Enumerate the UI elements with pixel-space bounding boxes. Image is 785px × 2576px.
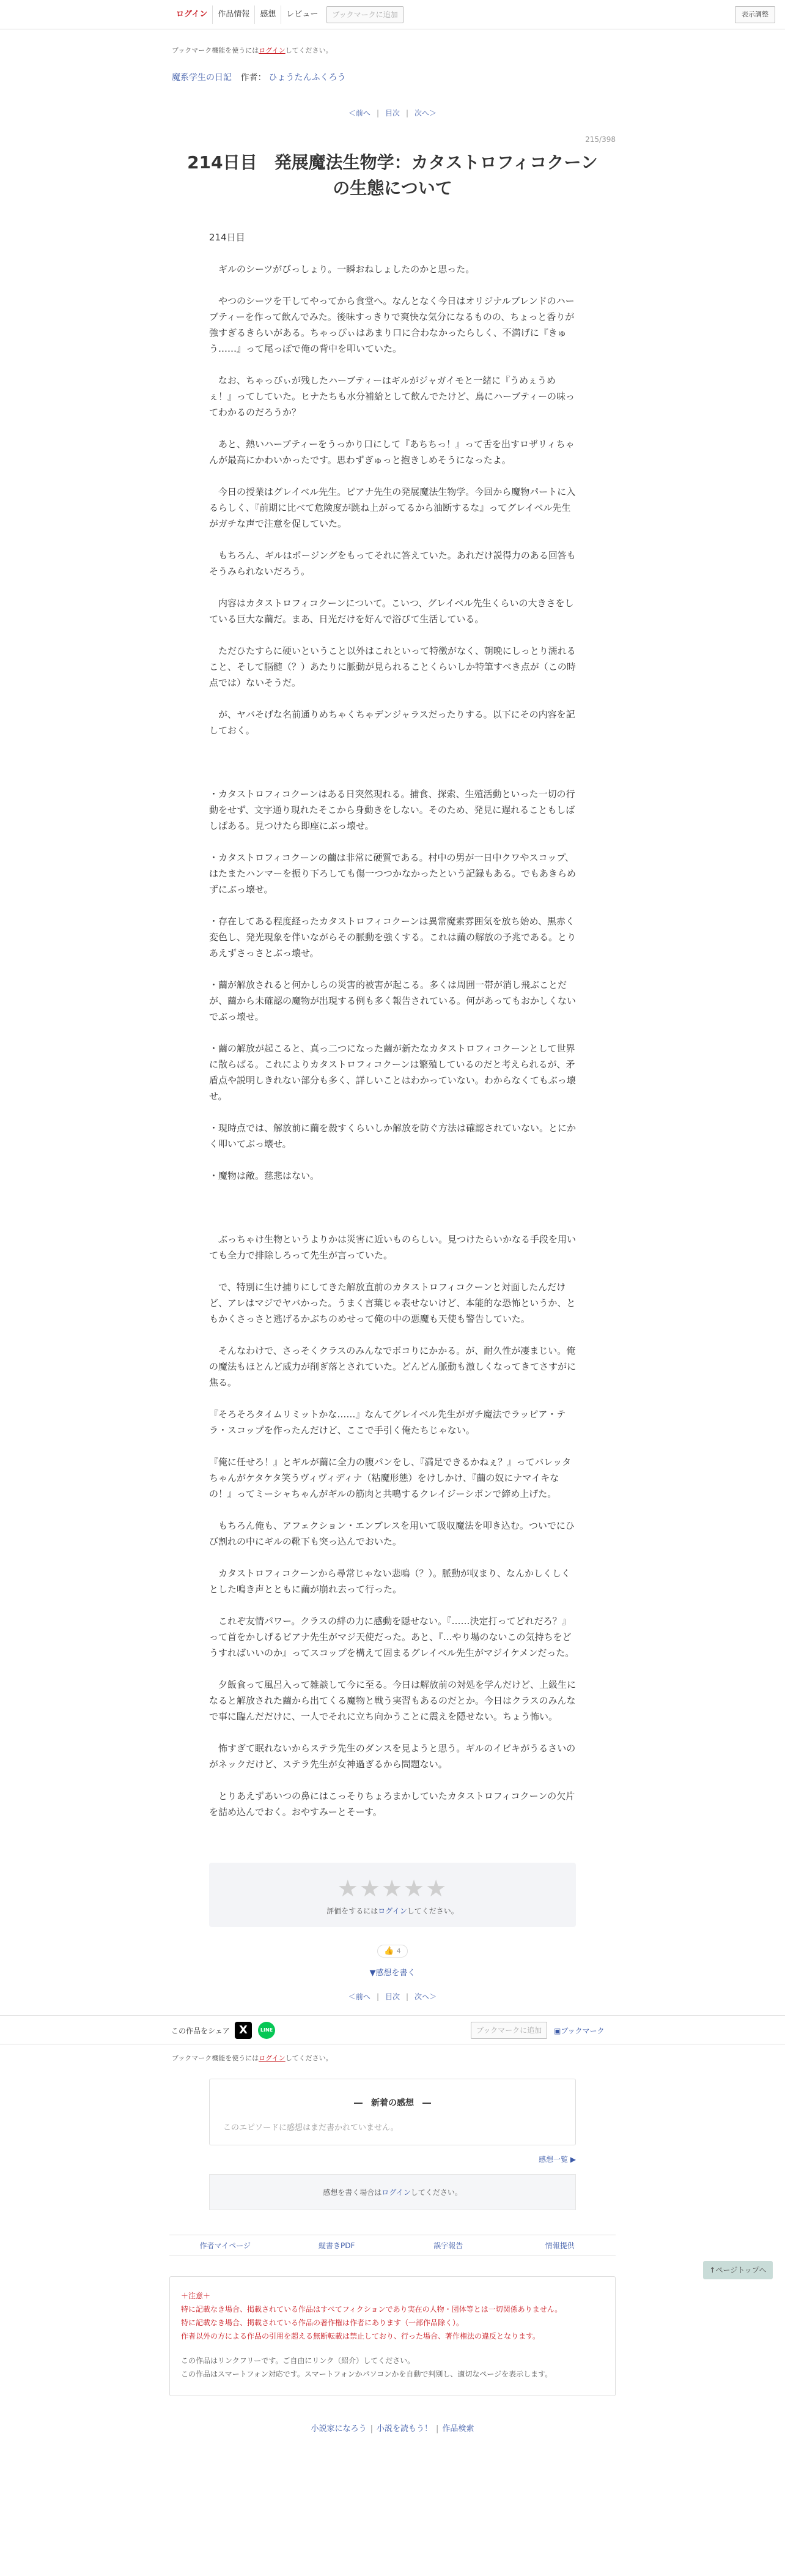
display-settings-button[interactable]: 表示調整	[735, 6, 775, 23]
novel-paragraph: ・カタストロフィコクーンはある日突然現れる。捕食、探索、生殖活動といった一切の行動をせず、文字通り現れたそこから身動きをしない。そのため、発見に遅れることもしばしばある。見つけたら即座にぶっ壊せ。	[209, 789, 575, 831]
novel-paragraph	[209, 1152, 576, 1168]
novel-paragraph: 『そろそろタイムリミットかな……』なんてグレイベル先生がガチ魔法でラッピア・テラ・スコップを作ったんだけど、ここで手引く俺たちじゃない。	[209, 1409, 566, 1436]
novel-paragraph: ただひたすらに硬いということ以外はこれといって特徴がなく、朝晩にしっとり濡れること、そして脳髄（？）あたりに脈動が見られることくらいしか特筆すべき点が（この時点では）ないそうだ。	[209, 645, 576, 688]
novel-paragraph: ・魔物は敵。慈悲はない。	[209, 1170, 320, 1181]
notice-login-link-2[interactable]: ログイン	[259, 2054, 286, 2062]
novel-paragraph	[209, 738, 576, 754]
series-title-link[interactable]: 魔系学生の日記	[172, 73, 232, 83]
pager-sep: |	[406, 1992, 409, 2001]
bookmark-link[interactable]: ▣ブックマーク	[554, 2027, 605, 2035]
novel-paragraph	[209, 754, 576, 770]
latest-impressions-empty: このエピソードに感想はまだ書かれていません。	[223, 2123, 399, 2132]
latest-impressions-title: ― 新着の感想 ―	[354, 2098, 431, 2108]
add-bookmark-button[interactable]: ブックマークに追加	[326, 6, 403, 23]
novel-paragraph	[209, 1772, 576, 1788]
novel-paragraph	[209, 1216, 576, 1231]
like-count: 4	[396, 1947, 401, 1955]
star-icon[interactable]: ★	[426, 1875, 448, 1902]
novel-paragraph: やつのシーツを干してやってから食堂へ。なんとなく今日はオリジナルブレンドのハーブティーを作って飲んでみた。後味すっきりで爽快な気分になるものの、ちょっと香りが強すぎるきらいがある。ちゃっぴぃはあまり口に合わなかったらしく、不満げに『きゅう……』って尾っぽで俺の背中を叩いていた。	[209, 295, 575, 354]
prev-link[interactable]: ＜前へ	[348, 109, 370, 117]
novel-paragraph: 214日目	[209, 232, 245, 243]
caution-box	[169, 2276, 616, 2396]
add-bookmark-button-2[interactable]: ブックマークに追加	[471, 2022, 547, 2039]
novel-paragraph: 内容はカタストロフィコクーンについて。こいつ、グレイベル先生くらいの大きさをしている巨大な繭だ。まあ、日光だけを好んで浴びて生活している。	[209, 598, 574, 625]
novel-paragraph	[209, 834, 576, 850]
bottom-links	[0, 2422, 785, 2433]
top-bar	[0, 0, 785, 29]
pager-sep: |	[406, 109, 409, 117]
novel-paragraph: ・繭の解放が起こると、真っ二つになった繭が新たなカタストロフィコクーンとして世界に散らばる。これによりカタストロフィコクーンは繁殖しているのだと考えられるが、矛盾点や説明しきれない部分も多く、詳しいことはわかっていない。わからなくてもぶっ壊せ。	[209, 1043, 576, 1102]
novel-paragraph: が、ヤバそげな名前通りめちゃくちゃデンジャラスだったりする。以下にその内容を記しておく。	[209, 709, 575, 736]
caution-line: 作者以外の方による作品の引用を超える無断転載は禁止しており、行った場合、著作権法の違反となります。	[181, 2332, 540, 2340]
notice-login-link[interactable]: ログイン	[259, 46, 286, 54]
novel-paragraph: もちろん、ギルはポージングをもってそれに答えていた。あれだけ説得力のある回答もそうみられないだろう。	[209, 550, 576, 577]
novel-paragraph	[209, 1263, 576, 1279]
rating-note	[209, 1906, 576, 1916]
impressions-link[interactable]: 感想	[254, 6, 281, 24]
rating-stars	[209, 1875, 576, 1902]
novel-paragraph: 『俺に任せろ！』とギルが繭に全力の腹パンをし、『満足できるかねぇ？』ってバレッタちゃんがケタケタ笑うヴィヴィディナ（粘魔形態）をけしかけ、『繭の奴にナマイキなの！』ってミーシャちゃんがギルの筋肉と共鳴するクレイジーシボンで締め上げた。	[209, 1457, 572, 1499]
novel-paragraph	[209, 1724, 576, 1740]
page-number: 215/398	[585, 135, 616, 144]
like-button[interactable]	[377, 1945, 407, 1958]
yomou-link[interactable]: 小説を読もう！	[376, 2424, 432, 2433]
bottom-sep: |	[370, 2424, 373, 2433]
top-nav	[171, 6, 404, 24]
info-provide-link[interactable]: 情報提供	[545, 2241, 575, 2250]
novel-paragraph: で、特別に生け捕りにしてきた解放直前のカタストロフィコクーンと対面したんだけど、アレはマジでヤバかった。うまく言葉じゃ表せないけど、本能的な恐怖というか、ともかくさっさと逃げるかぶちのめせって俺の中の悪魔も天使も警告していた。	[209, 1282, 576, 1324]
star-icon[interactable]: ★	[381, 1875, 404, 1902]
novel-paragraph: ギルのシーツがびっしょり。一瞬おねしょしたのかと思った。	[209, 264, 475, 275]
thumbs-up-icon: 👍	[384, 1947, 394, 1956]
rating-login-link[interactable]: ログイン	[378, 1907, 407, 1915]
novel-paragraph: ・現時点では、解放前に繭を殺すくらいしか解放を防ぐ方法は確認されていない。とにかく叩いてぶっ壊せ。	[209, 1123, 577, 1149]
pager-bottom	[0, 1991, 785, 2002]
notice-text-end: してください。	[285, 46, 333, 54]
novel-paragraph	[209, 1025, 576, 1041]
novel-paragraph	[209, 961, 576, 977]
impression-login-box	[209, 2174, 576, 2210]
share-label: この作品をシェア	[171, 2027, 230, 2035]
pager-sep: |	[376, 1992, 379, 2001]
novel-paragraph: そんなわけで、さっそくクラスのみんなでボコりにかかる。が、耐久性が凄まじい。俺の魔法もほとんど威力が削ぎ落とされていた。どんどん脈動も激しくなってきてさすがに焦る。	[209, 1345, 577, 1388]
bottom-sep: |	[436, 2424, 439, 2433]
author-mypage-link[interactable]: 作者マイページ	[199, 2241, 251, 2250]
star-icon[interactable]: ★	[337, 1875, 359, 1902]
pager-sep: |	[376, 109, 379, 117]
share-bar	[0, 2015, 785, 2044]
search-link[interactable]: 作品検索	[442, 2424, 474, 2433]
toc-link[interactable]: 目次	[385, 1992, 400, 2001]
pager-top	[169, 108, 616, 118]
login-box-text: 感想を書く場合は	[323, 2188, 382, 2197]
bookmark-notice	[169, 29, 616, 55]
review-link[interactable]: レビュー	[281, 6, 323, 24]
narou-link[interactable]: 小説家になろう	[311, 2424, 367, 2433]
novel-paragraph: これぞ友情パワー。クラスの絆の力に感動を隠せない。『……決定打ってどれだろ？』って首をかしげるピアナ先生がマジ天使だった。あと、『…やり場のないこの気持ちをどうすればいいのか』ってスコップを構えて固まるグレイベル先生がマジイケメンだった。	[209, 1616, 575, 1658]
notice-text: ブックマーク機能を使うには	[172, 46, 259, 54]
episode-title: 214日目 発展魔法生物学：カタストロフィコクーンの生態について	[187, 152, 598, 198]
all-impressions-link[interactable]: 感想一覧 ▶	[538, 2155, 576, 2164]
novel-paragraph: なお、ちゃっぴぃが残したハーブティーはギルがジャガイモと一緒に『うめぇうめぇ！』ってしていた。ヒナたちも水分補給として飲んでたけど、鳥にハーブティーの味ってわかるのだろうか？	[209, 375, 575, 418]
footer-nav	[169, 2235, 616, 2255]
author-label: 作者：	[240, 73, 267, 83]
novel-paragraph	[209, 420, 576, 436]
rating-box	[209, 1863, 576, 1927]
work-info-link[interactable]: 作品情報	[212, 6, 254, 24]
novel-paragraph: ・カタストロフィコクーンの繭は非常に硬質である。村中の男が一日中クワやスコップ、はたまたハンマーを振り下ろしても傷一つつかなかったという記録もある。でもあきらめずにぶっ壊せ。	[209, 852, 577, 895]
line-share-icon[interactable]: LINE	[258, 2022, 275, 2039]
caution-info	[181, 2354, 604, 2381]
novel-paragraph	[209, 468, 576, 484]
main-column	[169, 29, 616, 201]
series-info	[169, 71, 616, 83]
novel-paragraph	[209, 1438, 576, 1454]
novel-paragraph	[209, 245, 576, 261]
login-box-text-end: してください。	[410, 2188, 462, 2197]
lower-column	[169, 2053, 616, 2063]
novel-paragraph: ・繭が解放されると何かしらの災害的被害が起こる。多くは周囲一帯が消し飛ぶことだが、繭から未確認の魔物が出現する例も多く報告されている。何があってもおかしくないでぶっ壊せ。	[209, 979, 576, 1022]
novel-paragraph: 今日の授業はグレイベル先生。ピアナ先生の発展魔法生物学。今回から魔物パートに入るらしく、『前期に比べて危険度が跳ね上がってるから油断するな』ってグレイベル先生がガチな声で注意を促していた。	[209, 486, 576, 529]
novel-paragraph	[209, 627, 576, 643]
novel-paragraph: ぶっちゃけ生物というよりかは災害に近いものらしい。見つけたらいかなる手段を用いても全力で排除しろって先生が言っていた。	[209, 1234, 577, 1261]
write-impression-link[interactable]: ▼感想を書く	[369, 1969, 416, 1978]
novel-paragraph: もちろん俺も、アフェクション・エンブレスを用いて吸収魔法を叩き込む。ついでにひび割れの中にギルの靴下も突っ込んでおいた。	[209, 1520, 575, 1547]
like-area	[0, 1944, 785, 1958]
login-link[interactable]: ログイン	[176, 10, 208, 19]
novel-paragraph: 怖すぎて眠れないからステラ先生のダンスを見ようと思う。ギルのイビキがうるさいのがネックだけど、ステラ先生が女神過ぎるから問題ない。	[209, 1743, 576, 1770]
vertical-pdf-link[interactable]: 縦書きPDF	[319, 2241, 355, 2250]
typo-report-link[interactable]: 誤字報告	[433, 2241, 463, 2250]
novel-paragraph: 夕飯食って風呂入って雑談して今に至る。今日は解放前の対処を学んだけど、上級生になると解放された繭から出てくる魔物と戦う実習もあるのだとか。今日はクラスのみんなで事に臨んだだけに、一人でそれに立ち向かうことに震えを隠せない。ちょう怖い。	[209, 1679, 577, 1722]
star-icon[interactable]: ★	[359, 1875, 381, 1902]
toc-link[interactable]: 目次	[385, 109, 400, 117]
novel-paragraph: あと、熱いハーブティーをうっかり口にして『あちちっ！』って舌を出すロザリィちゃんが最高にかわいかったです。思わずぎゅっと抱きしめそうになったよ。	[209, 439, 575, 466]
impression-login-link[interactable]: ログイン	[381, 2188, 411, 2197]
bookmark-notice-2	[169, 2053, 616, 2063]
novel-paragraph	[209, 691, 576, 707]
x-share-icon[interactable]: X	[235, 2022, 252, 2039]
novel-paragraph: ・存在してある程度経ったカタストロフィコクーンは異常魔素雰囲気を放ち始め、黒赤く変色し、発光現象を伴いながらその脈動を強くする。これは繭の解放の予兆である。とりあえずさっさとぶっ壊せ。	[209, 916, 577, 959]
caution-info-line: この作品はスマートフォン対応です。スマートフォンかパソコンかを自動で判別し、適切なページを表示します。	[181, 2370, 553, 2378]
novel-paragraph	[209, 1550, 576, 1565]
caution-info-line: この作品はリンクフリーです。ご自由にリンク（紹介）してください。	[181, 2356, 415, 2365]
rating-note-text-end: してください。	[407, 1907, 459, 1915]
novel-paragraph	[209, 1327, 576, 1343]
novel-paragraph	[209, 1184, 576, 1200]
notice-text-end: してください。	[285, 2054, 333, 2062]
caution-line: 特に記載なき場合、掲載されている作品はすべてフィクションであり実在の人物・団体等とは一切関係ありません。	[181, 2305, 562, 2314]
novel-paragraph: カタストロフィコクーンから尋常じゃない悲鳴（？）。脈動が収まり、なんかしくしくとした鳴き声とともに繭が崩れ去って行った。	[209, 1568, 571, 1595]
next-link[interactable]: 次へ＞	[415, 1992, 437, 2001]
novel-paragraph	[209, 1200, 576, 1216]
novel-paragraph	[209, 1597, 576, 1613]
novel-paragraph: とりあえずあいつの鼻にはこっそりちょろまかしていたカタストロフィコクーンの欠片を詰め込んでおく。おやすみーとそーす。	[209, 1791, 575, 1817]
novel-paragraph	[209, 1661, 576, 1677]
novel-body	[209, 229, 576, 1820]
notice-text: ブックマーク機能を使うには	[172, 2054, 259, 2062]
novel-paragraph	[209, 579, 576, 595]
author-link[interactable]: ひょうたんふくろう	[268, 73, 346, 83]
novel-paragraph	[209, 1502, 576, 1518]
caution-line: 特に記載なき場合、掲載されている作品の著作権は作者にあります（一部作品除く）。	[181, 2318, 464, 2327]
rating-note-text: 評価をするには	[326, 1907, 378, 1915]
novel-paragraph	[209, 897, 576, 913]
novel-paragraph	[209, 770, 576, 786]
novel-paragraph	[209, 1104, 576, 1120]
page-top-button[interactable]: ↑ページトップへ	[703, 2261, 773, 2279]
novel-paragraph	[209, 1390, 576, 1406]
latest-impressions	[209, 2079, 576, 2145]
novel-paragraph	[209, 357, 576, 373]
star-icon[interactable]: ★	[404, 1875, 426, 1902]
caution-title: ＋注意＋	[181, 2292, 211, 2300]
next-link[interactable]: 次へ＞	[415, 109, 437, 117]
novel-paragraph	[209, 532, 576, 547]
novel-paragraph	[209, 277, 576, 293]
prev-link[interactable]: ＜前へ	[348, 1992, 370, 2001]
